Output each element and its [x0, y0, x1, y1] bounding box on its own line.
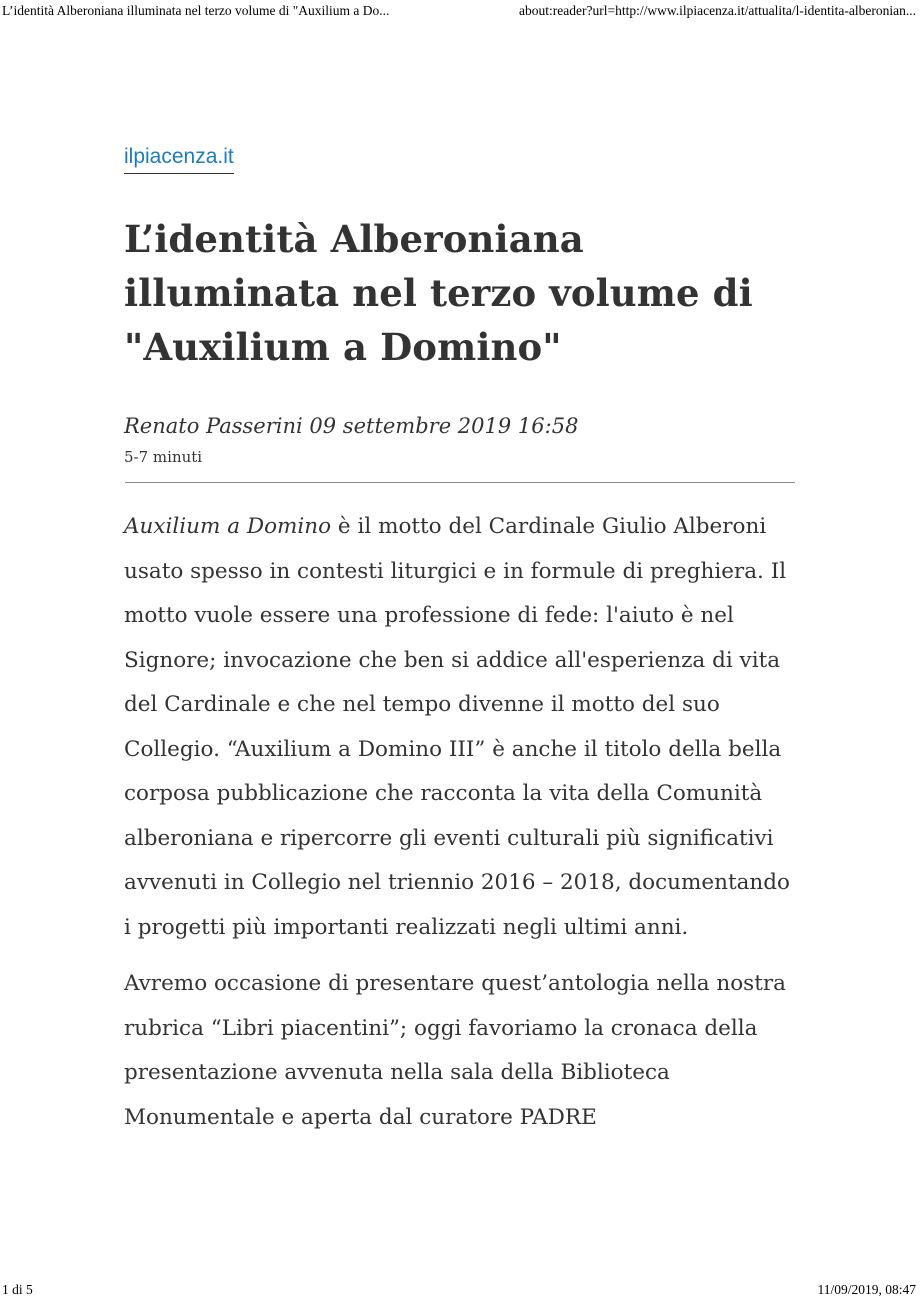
reader-view-article — [124, 144, 796, 1152]
print-datetime: 11/09/2019, 08:47 — [817, 1282, 916, 1297]
article-byline: Renato Passerini 09 settembre 2019 16:58 — [124, 414, 579, 438]
paragraph-1-text: è il motto del Cardinale Giulio Alberoni usato spesso in contesti liturgici e in formule di preghiera. Il motto vuole essere una professione di fede: l'aiuto è nel Signore; invocazione che ben si addice all'esperienza di vita del Cardinale e che nel tempo divenne il motto del suo Collegio. “Auxilium a Domino III” è anche il titolo della bella corposa pubblicazione che racconta la vita della Comunità alberoniana e ripercorre gli eventi culturali più significativi avvenuti in Collegio nel triennio 2016 – 2018, documentando i progetti più importanti realizzati negli ultimi anni. — [124, 514, 790, 940]
reading-time: 5-7 minuti — [124, 448, 203, 466]
article-paragraph-2: Avremo occasione di presentare quest’antologia nella nostra rubrica “Libri piacentini”; oggi favoriamo la cronaca della presentazione avvenuta nella sala della Biblioteca Monumentale e aperta dal curatore PADRE — [124, 971, 786, 1130]
article-body — [124, 505, 796, 1140]
article-title: L’identità Alberoniana illuminata nel terzo volume di "Auxilium a Domino" — [124, 217, 753, 369]
print-header-title: L’identità Alberoniana illuminata nel terzo volume di "Auxilium a Do... — [2, 3, 390, 18]
print-header — [0, 0, 920, 24]
motto-emphasis: Auxilium a Domino — [124, 514, 332, 539]
print-header-url: about:reader?url=http://www.ilpiacenza.it/attualita/l-identita-alberonian... — [519, 3, 916, 18]
header-divider — [125, 482, 795, 483]
print-footer — [0, 1280, 920, 1302]
site-domain-link[interactable]: ilpiacenza.it — [124, 144, 234, 174]
page-number: 1 di 5 — [2, 1282, 33, 1297]
article-paragraph-1 — [124, 505, 796, 950]
